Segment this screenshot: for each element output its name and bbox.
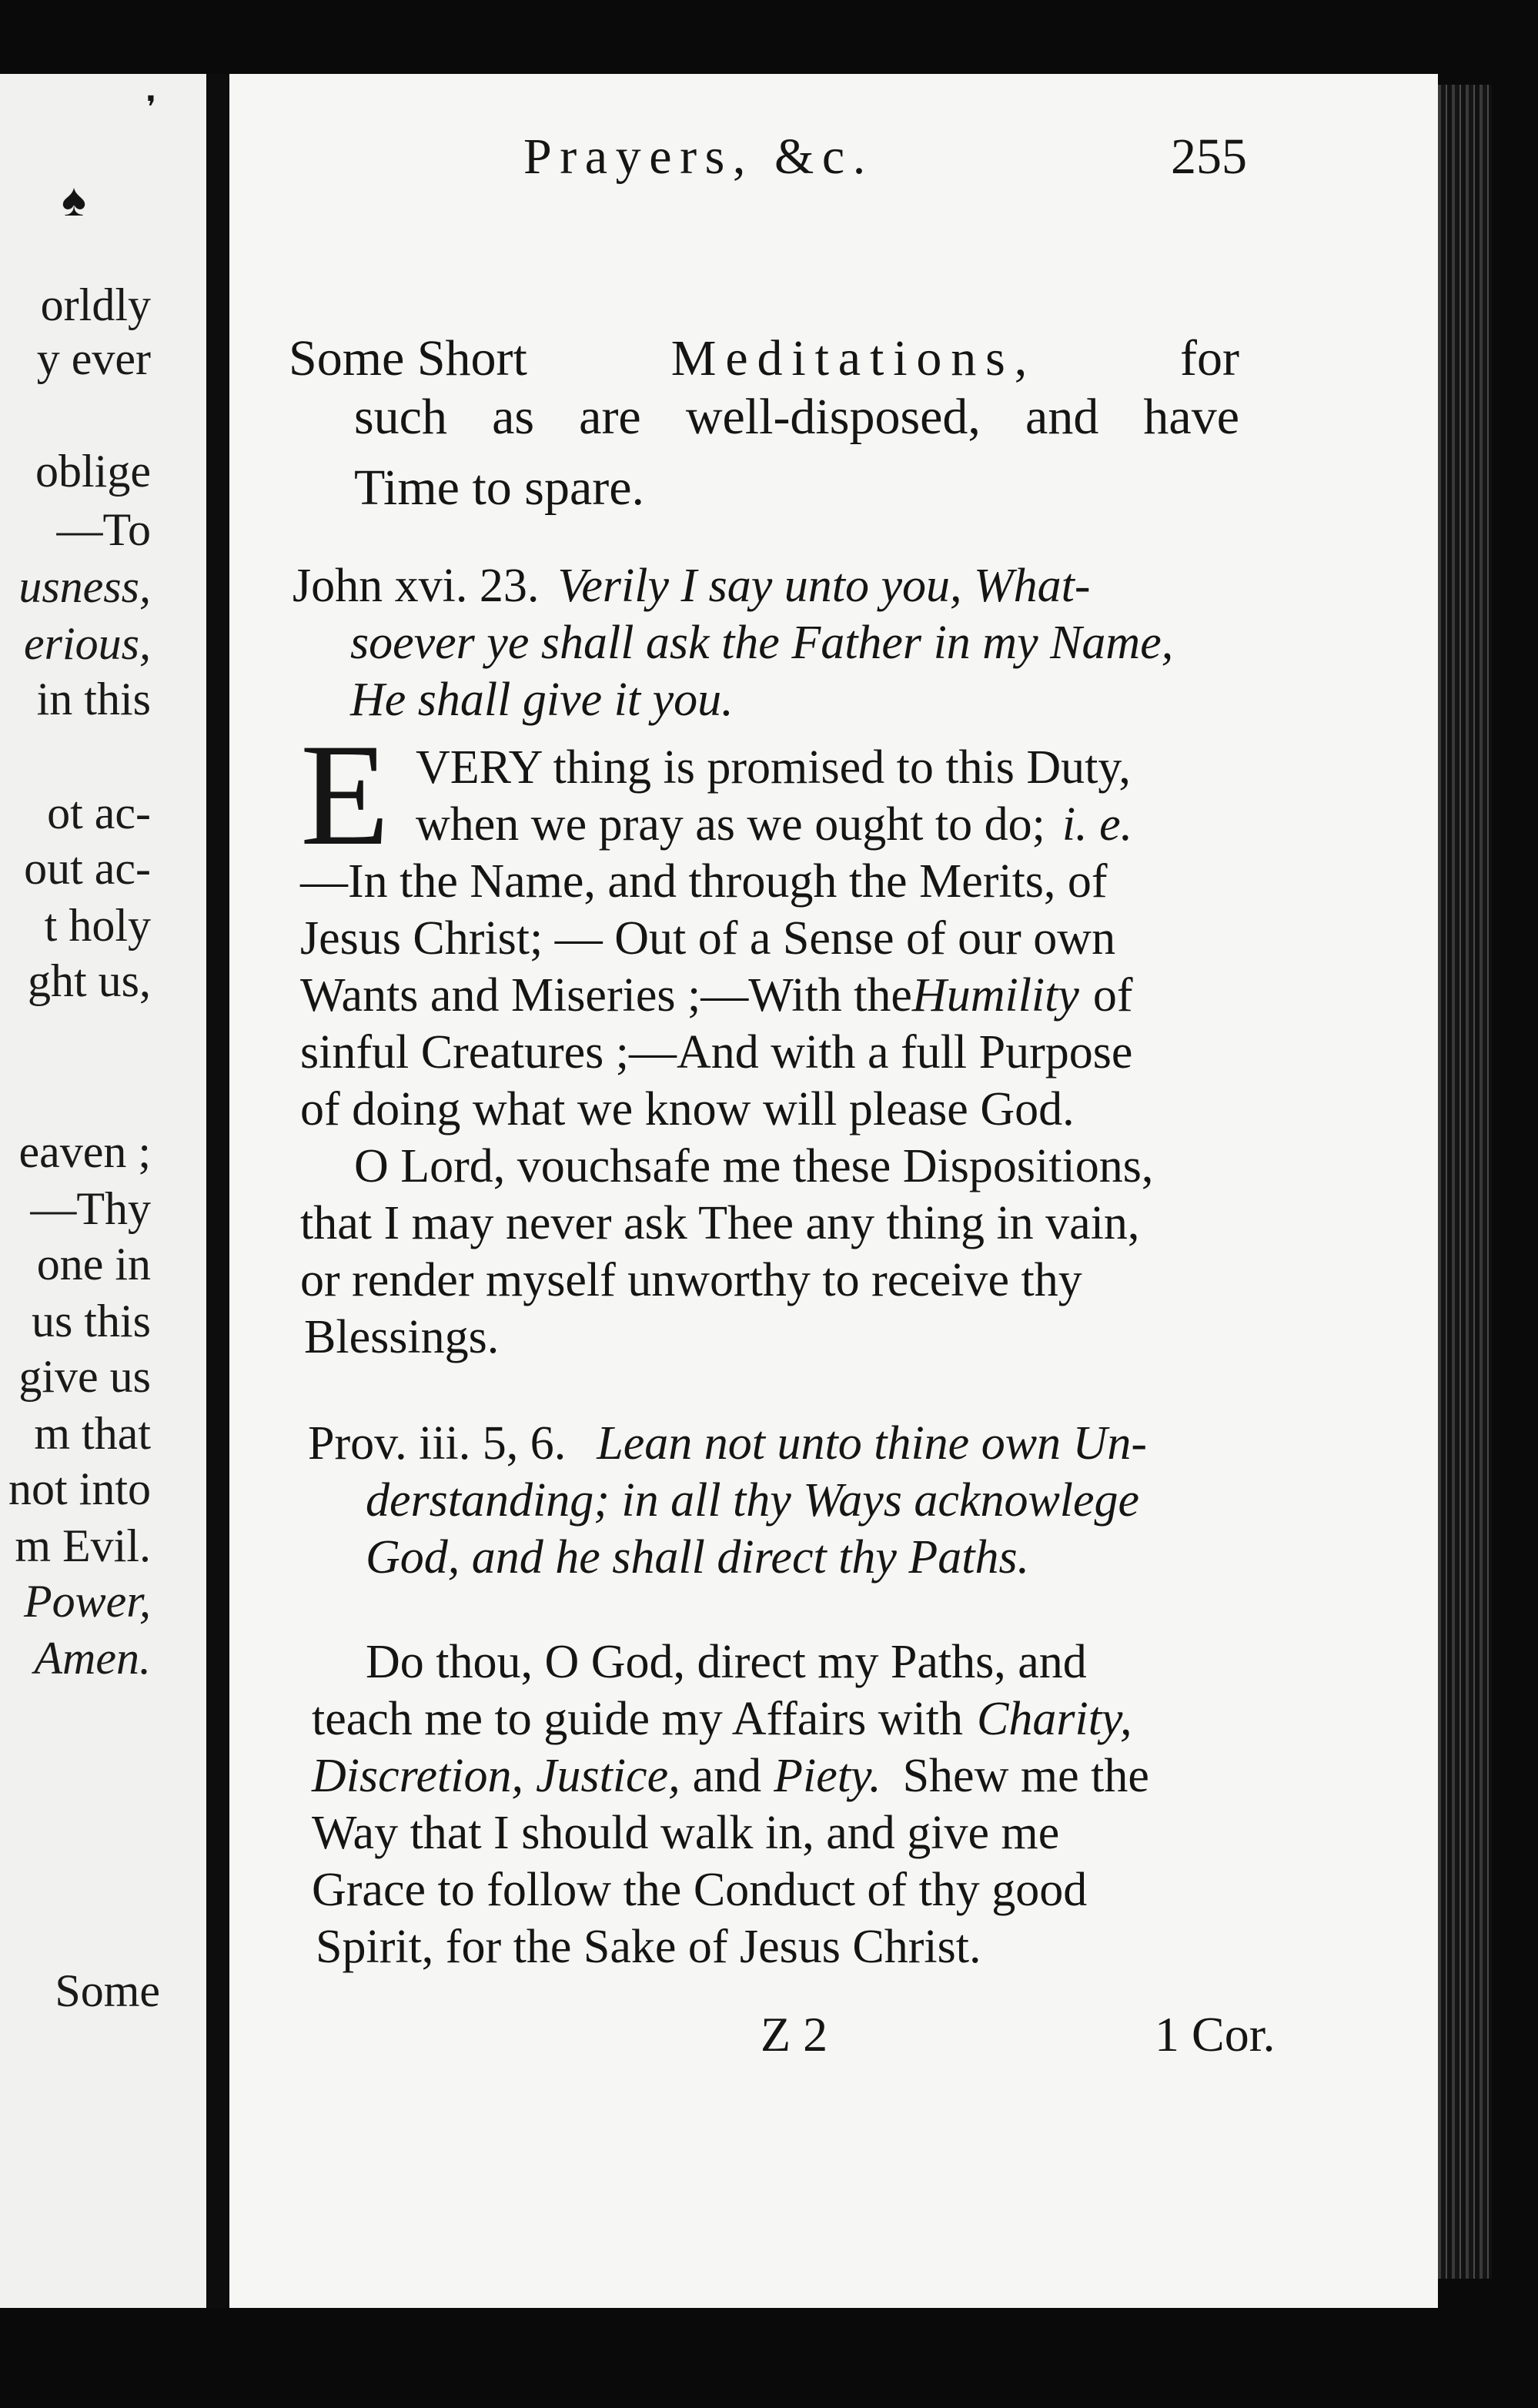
heading-text: Some Short <box>289 330 527 386</box>
body-text: Do thou, O God, direct my Paths, and <box>366 1636 1087 1688</box>
para2-line <box>300 1253 1082 1308</box>
para2-line <box>304 1310 499 1365</box>
body-text: Blessings. <box>304 1311 500 1363</box>
verse-text: Lean not unto thine own Un- <box>597 1417 1147 1470</box>
verse-text: God, and he shall direct thy Paths. <box>366 1531 1030 1584</box>
para2-line <box>354 1139 1153 1194</box>
para3-line <box>312 1692 1132 1747</box>
body-text-italic: Justice, <box>535 1750 680 1802</box>
body-text: that I may never ask Thee any thing in vain, <box>300 1197 1140 1249</box>
left-line: us this <box>31 1296 151 1346</box>
para1-line <box>416 798 1132 852</box>
ornament-mark: ♠ <box>62 175 86 226</box>
heading-line-2 <box>354 388 1239 446</box>
body-text: Grace to follow the Conduct of thy good <box>312 1864 1088 1916</box>
verse-text: derstanding <box>366 1474 594 1527</box>
left-line: orldly <box>40 279 151 330</box>
body-text: Shew me the <box>902 1750 1149 1802</box>
para1-line <box>300 1025 1132 1080</box>
left-line: m that <box>34 1408 151 1459</box>
running-head <box>293 128 1247 186</box>
heading-text: Time to spare. <box>354 460 645 516</box>
left-page-fragment <box>0 74 206 2308</box>
body-text: Jesus Christ; — Out of a Sense of our own <box>300 912 1116 965</box>
left-line: Power, <box>24 1576 151 1627</box>
body-text: and <box>692 1750 762 1802</box>
left-line: ght us, <box>27 955 151 1006</box>
body-text: or render myself unworthy to receive thy <box>300 1254 1082 1306</box>
para3-line <box>316 1920 981 1975</box>
running-head-title: Prayers, &c. <box>523 129 874 185</box>
para3-line <box>312 1863 1087 1918</box>
para1-line <box>300 968 1133 1023</box>
heading-line-3 <box>354 459 644 517</box>
body-text: Spirit, for the Sake of Jesus Christ. <box>316 1921 981 1973</box>
body-text: —In the Name, and through the Merits, of <box>300 855 1108 908</box>
heading-text: such as are well-disposed, and have <box>354 389 1239 445</box>
left-line: oblige <box>35 446 151 497</box>
heading-line-1 <box>289 329 1239 388</box>
catchword: 1 Cor. <box>1155 2007 1276 2062</box>
body-text-italic: Piety. <box>774 1750 881 1802</box>
left-line: —To <box>56 504 151 555</box>
left-line: t holy <box>44 900 151 951</box>
body-text-italic: Discretion, <box>312 1750 523 1802</box>
verse1-line-2 <box>350 616 1173 671</box>
left-line: ot ac- <box>47 788 151 838</box>
left-line: one in <box>36 1239 151 1289</box>
body-text-italic: Charity, <box>977 1693 1132 1745</box>
heading-meditations: Meditations, <box>670 330 1037 386</box>
para1-line <box>416 741 1131 795</box>
left-line: give us <box>18 1351 151 1402</box>
verse2-line-2 <box>366 1473 1139 1528</box>
body-text: VERY thing is promised to this Duty, <box>416 741 1131 794</box>
left-line: not into <box>8 1463 151 1514</box>
verse-text: Verily I say unto you, What- <box>557 560 1091 612</box>
verse-reference: John xvi. 23. <box>293 560 540 612</box>
left-line: usness, <box>18 561 151 612</box>
verse-text: He shall give it you. <box>350 674 734 726</box>
verse-text: ; in all thy Ways acknowlege <box>593 1474 1140 1527</box>
para1-line <box>300 855 1108 909</box>
left-line: m Evil. <box>15 1520 151 1571</box>
page-mark: ❜ <box>146 90 156 125</box>
body-text: Wants and Miseries ;—With the <box>300 969 912 1022</box>
verse-text: soever ye shall ask the Father in my Name, <box>350 617 1174 669</box>
page-fore-edge <box>1438 85 1492 2279</box>
signature-mark: Z 2 <box>761 2007 828 2062</box>
verse2-line-3 <box>366 1530 1029 1585</box>
para1-line <box>300 1082 1075 1137</box>
page-number: 255 <box>1171 129 1247 185</box>
body-text: of doing what we know will please God. <box>300 1083 1075 1135</box>
body-text-italic: i. e. <box>1062 798 1133 851</box>
left-line: out ac- <box>24 843 151 894</box>
para2-line <box>300 1196 1139 1251</box>
heading-text: for <box>1180 330 1239 386</box>
left-line: y ever <box>36 333 151 384</box>
para3-line <box>312 1749 1149 1804</box>
body-text: when we pray as we ought to do; <box>416 798 1045 851</box>
verse-reference: Prov. iii. 5, 6. <box>308 1417 567 1470</box>
verse1-line-3 <box>350 673 734 727</box>
left-line: erious, <box>24 618 151 669</box>
left-line: in this <box>36 674 151 724</box>
para1-line <box>300 911 1115 966</box>
body-text: sinful Creatures ;—And with a full Purpose <box>300 1026 1133 1079</box>
body-text: O Lord, vouchsafe me these Dispositions, <box>354 1140 1154 1192</box>
para3-line <box>312 1806 1059 1861</box>
verse2-line-1 <box>308 1416 1147 1471</box>
body-text-italic: Humility <box>911 969 1079 1022</box>
book-gutter <box>206 74 229 2308</box>
left-line: —Thy <box>30 1183 151 1234</box>
para3-line <box>366 1635 1087 1690</box>
verse1-line-1 <box>293 559 1247 614</box>
body-text: teach me to guide my Affairs with <box>312 1693 963 1745</box>
body-text: of <box>1092 969 1133 1022</box>
left-line: eaven ; <box>18 1126 151 1177</box>
drop-capital: E <box>300 714 390 876</box>
left-line: Amen. <box>34 1633 151 1684</box>
body-text: Way that I should walk in, and give me <box>312 1807 1060 1859</box>
left-catchword: Some <box>55 1965 160 2016</box>
